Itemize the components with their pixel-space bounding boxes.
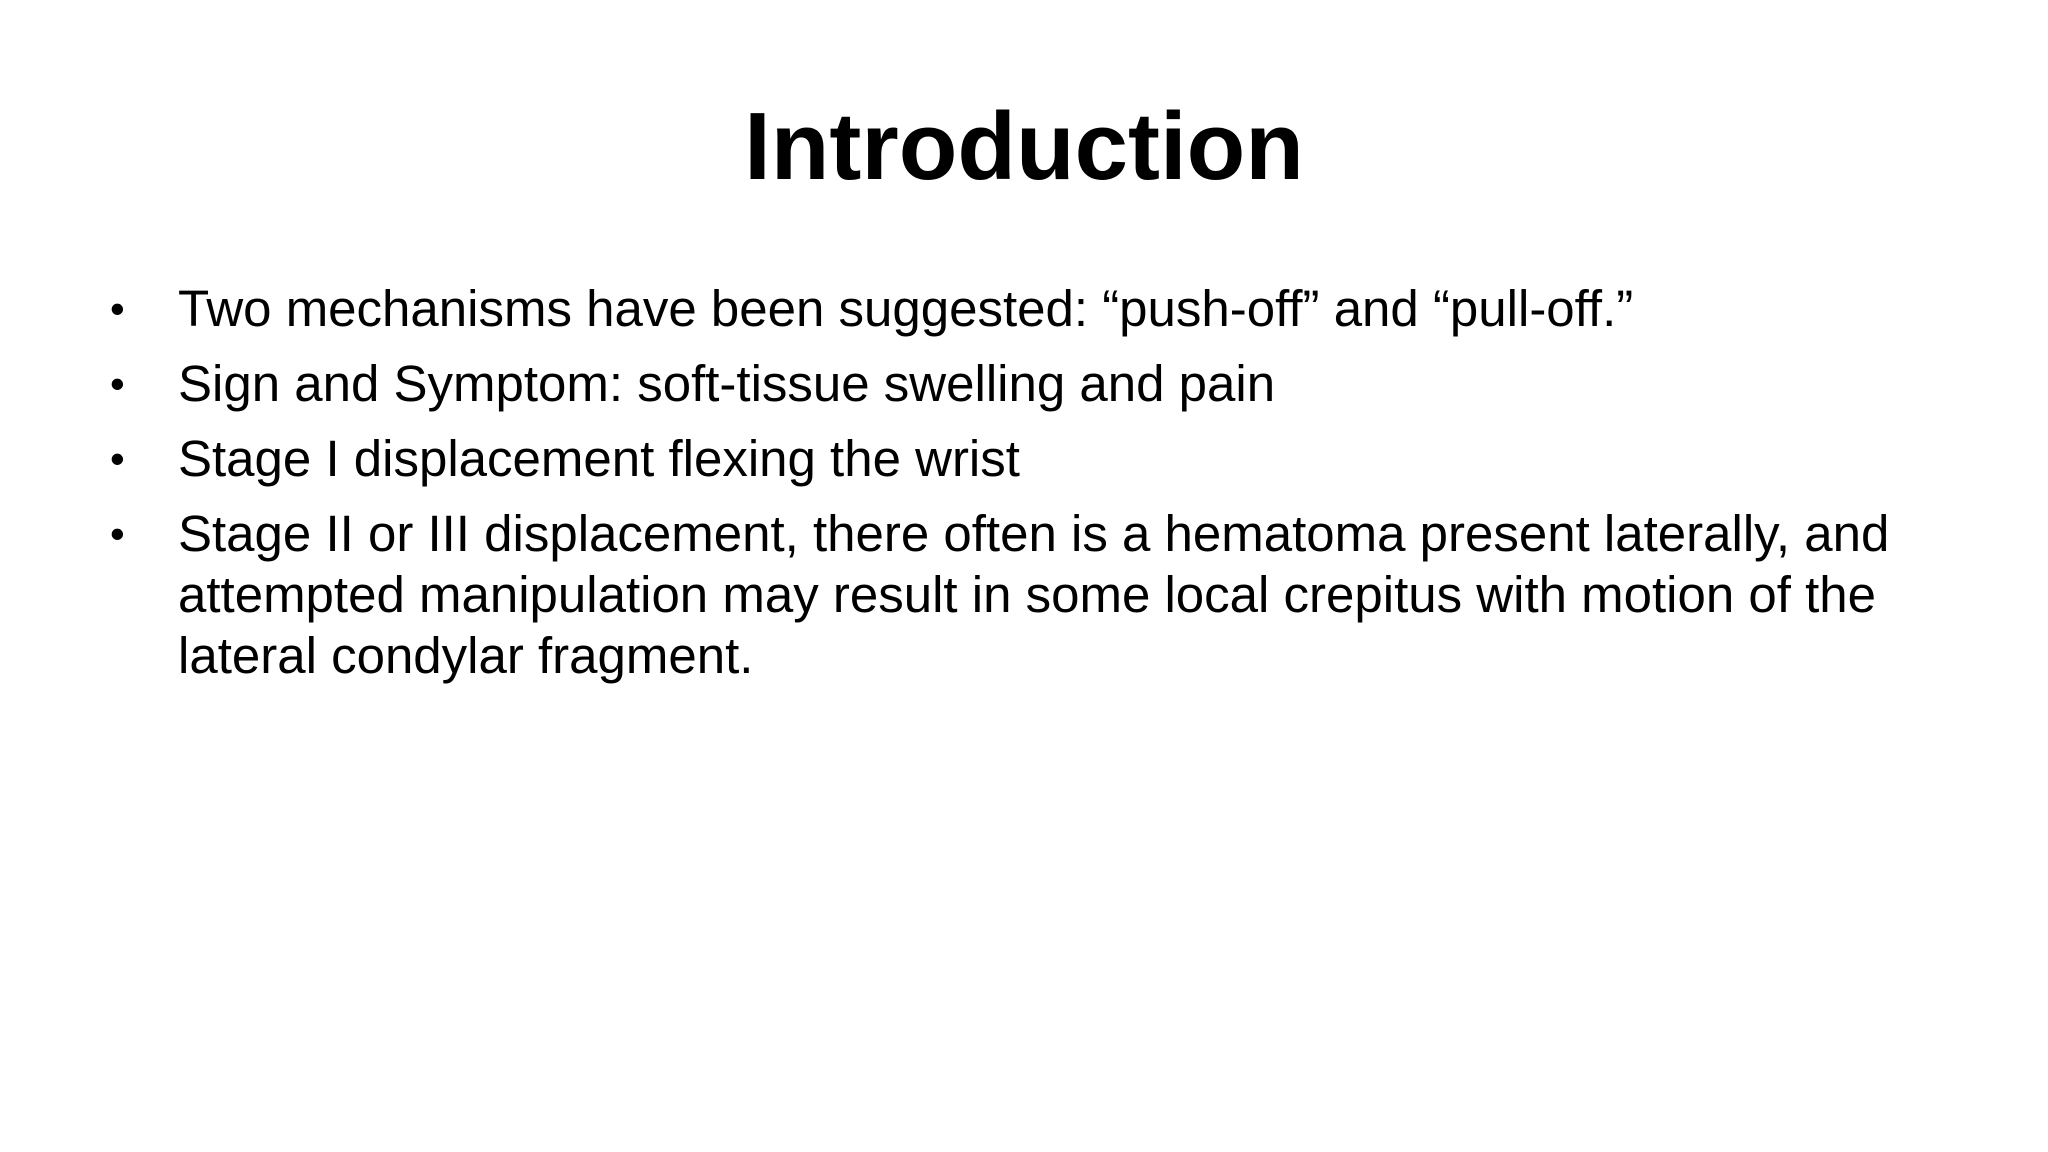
- bullet-item: [110, 278, 1950, 339]
- bullet-marker: •: [110, 285, 125, 332]
- bullet-text: Stage II or III displacement, there often is a hematoma present laterally, and attempted manipulation may result in some local crepitus with motion of the lateral condylar fragment.: [178, 505, 1890, 684]
- bullet-marker: •: [110, 360, 125, 407]
- bullet-text: Two mechanisms have been suggested: “push-off” and “pull-off.”: [178, 280, 1634, 337]
- bullet-item: [110, 353, 1950, 414]
- bullet-marker: •: [110, 435, 125, 482]
- bullet-marker: •: [110, 510, 125, 557]
- slide-title: Introduction: [744, 93, 1304, 200]
- bullet-item: [110, 503, 1950, 686]
- bullet-item: [110, 428, 1950, 489]
- bullet-text: Stage I displacement flexing the wrist: [178, 430, 1020, 487]
- bullet-text: Sign and Symptom: soft-tissue swelling and pain: [178, 355, 1276, 412]
- bullet-list: [110, 278, 1950, 700]
